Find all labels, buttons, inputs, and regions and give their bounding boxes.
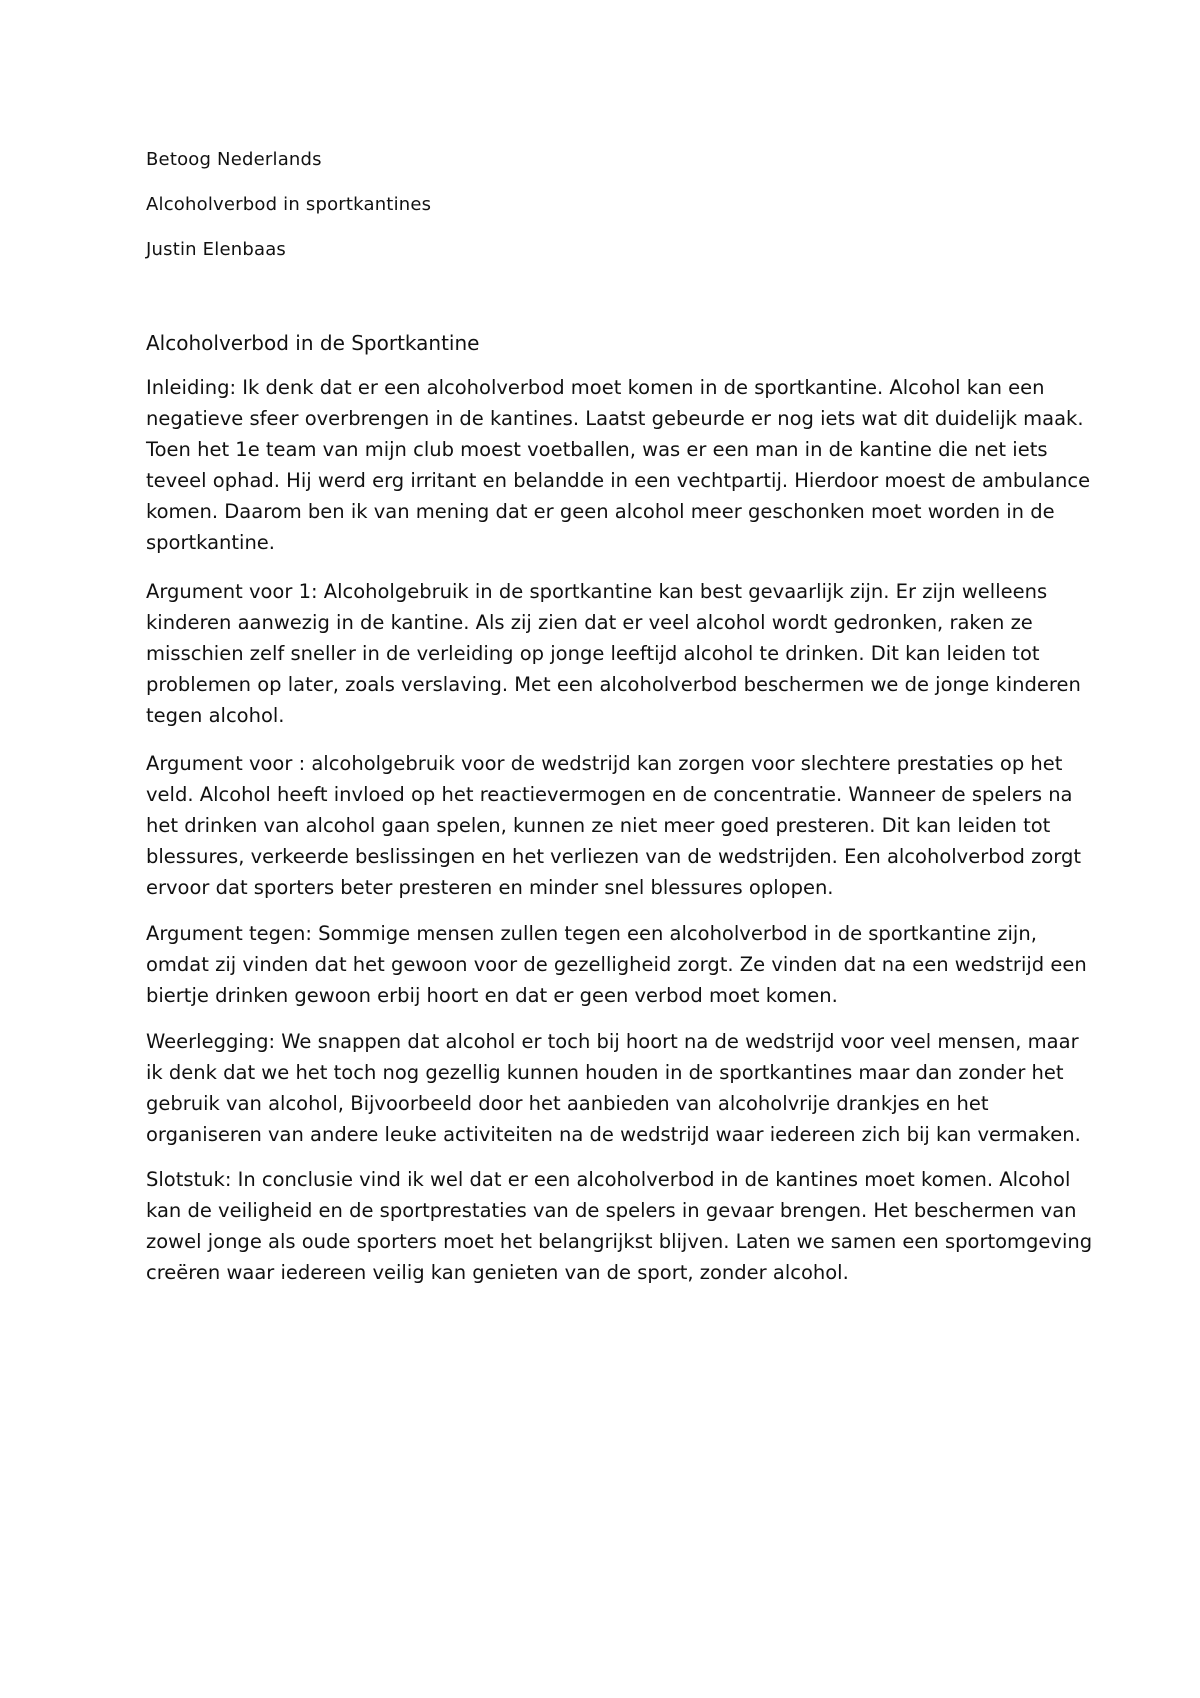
paragraph-line: ik denk dat we het toch nog gezellig kunnen houden in de sportkantines maar dan zonder het — [146, 1061, 1064, 1084]
paragraph-line: Weerlegging: We snappen dat alcohol er toch bij hoort na de wedstrijd voor veel mensen, maar — [146, 1030, 1079, 1053]
paragraph-line: tegen alcohol. — [146, 704, 285, 727]
paragraph-line: problemen op later, zoals verslaving. Met een alcoholverbod beschermen we de jonge kinderen — [146, 673, 1081, 696]
header-author: Justin Elenbaas — [146, 239, 287, 260]
document-title: Alcoholverbod in de Sportkantine — [146, 331, 480, 355]
paragraph-line: gebruik van alcohol, Bijvoorbeeld door het aanbieden van alcoholvrije drankjes en het — [146, 1092, 989, 1115]
paragraph-line: kinderen aanwezig in de kantine. Als zij zien dat er veel alcohol wordt gedronken, raken ze — [146, 611, 1033, 634]
header-topic: Alcoholverbod in sportkantines — [146, 194, 432, 215]
paragraph-line: kan de veiligheid en de sportprestaties van de spelers in gevaar brengen. Het beschermen van — [146, 1199, 1077, 1222]
paragraph-line: teveel ophad. Hij werd erg irritant en belandde in een vechtpartij. Hierdoor moest de ambulance — [146, 469, 1091, 492]
paragraph-line: Toen het 1e team van mijn club moest voetballen, was er een man in de kantine die net iets — [146, 438, 1048, 461]
paragraph-line: organiseren van andere leuke activiteiten na de wedstrijd waar iedereen zich bij kan vermaken. — [146, 1123, 1081, 1146]
paragraph-line: omdat zij vinden dat het gewoon voor de gezelligheid zorgt. Ze vinden dat na een wedstrijd een — [146, 953, 1087, 976]
paragraph-line: biertje drinken gewoon erbij hoort en dat er geen verbod moet komen. — [146, 984, 838, 1007]
paragraph-line: komen. Daarom ben ik van mening dat er geen alcohol meer geschonken moet worden in de — [146, 500, 1055, 523]
paragraph-line: het drinken van alcohol gaan spelen, kunnen ze niet meer goed presteren. Dit kan leiden tot — [146, 814, 1051, 837]
paragraph-line: Argument voor 1: Alcoholgebruik in de sportkantine kan best gevaarlijk zijn. Er zijn welleens — [146, 580, 1048, 603]
paragraph-line: Slotstuk: In conclusie vind ik wel dat er een alcoholverbod in de kantines moet komen. Alcohol — [146, 1168, 1071, 1191]
paragraph-line: negatieve sfeer overbrengen in de kantines. Laatst gebeurde er nog iets wat dit duidelijk maak. — [146, 407, 1084, 430]
paragraph-line: Argument tegen: Sommige mensen zullen tegen een alcoholverbod in de sportkantine zijn, — [146, 922, 1037, 945]
paragraph-line: blessures, verkeerde beslissingen en het verliezen van de wedstrijden. Een alcoholverbod zorgt — [146, 845, 1081, 868]
paragraph-argument-for-1 — [146, 576, 1081, 731]
paragraph-line: sportkantine. — [146, 531, 276, 554]
paragraph-line: Inleiding: Ik denk dat er een alcoholverbod moet komen in de sportkantine. Alcohol kan een — [146, 376, 1045, 399]
paragraph-conclusion — [146, 1164, 1093, 1288]
document-page — [146, 0, 1093, 1698]
paragraph-argument-for-2 — [146, 748, 1081, 903]
paragraph-line: creëren waar iedereen veilig kan genieten van de sport, zonder alcohol. — [146, 1261, 849, 1284]
paragraph-argument-against — [146, 918, 1087, 1011]
paragraph-rebuttal — [146, 1026, 1081, 1150]
paragraph-line: zowel jonge als oude sporters moet het belangrijkst blijven. Laten we samen een sportomgeving — [146, 1230, 1093, 1253]
paragraph-line: misschien zelf sneller in de verleiding op jonge leeftijd alcohol te drinken. Dit kan leiden tot — [146, 642, 1040, 665]
paragraph-introduction — [146, 372, 1091, 558]
paragraph-line: Argument voor : alcoholgebruik voor de wedstrijd kan zorgen voor slechtere prestaties op het — [146, 752, 1063, 775]
header-subject: Betoog Nederlands — [146, 149, 322, 170]
paragraph-line: ervoor dat sporters beter presteren en minder snel blessures oplopen. — [146, 876, 834, 899]
paragraph-line: veld. Alcohol heeft invloed op het reactievermogen en de concentratie. Wanneer de spelers na — [146, 783, 1073, 806]
